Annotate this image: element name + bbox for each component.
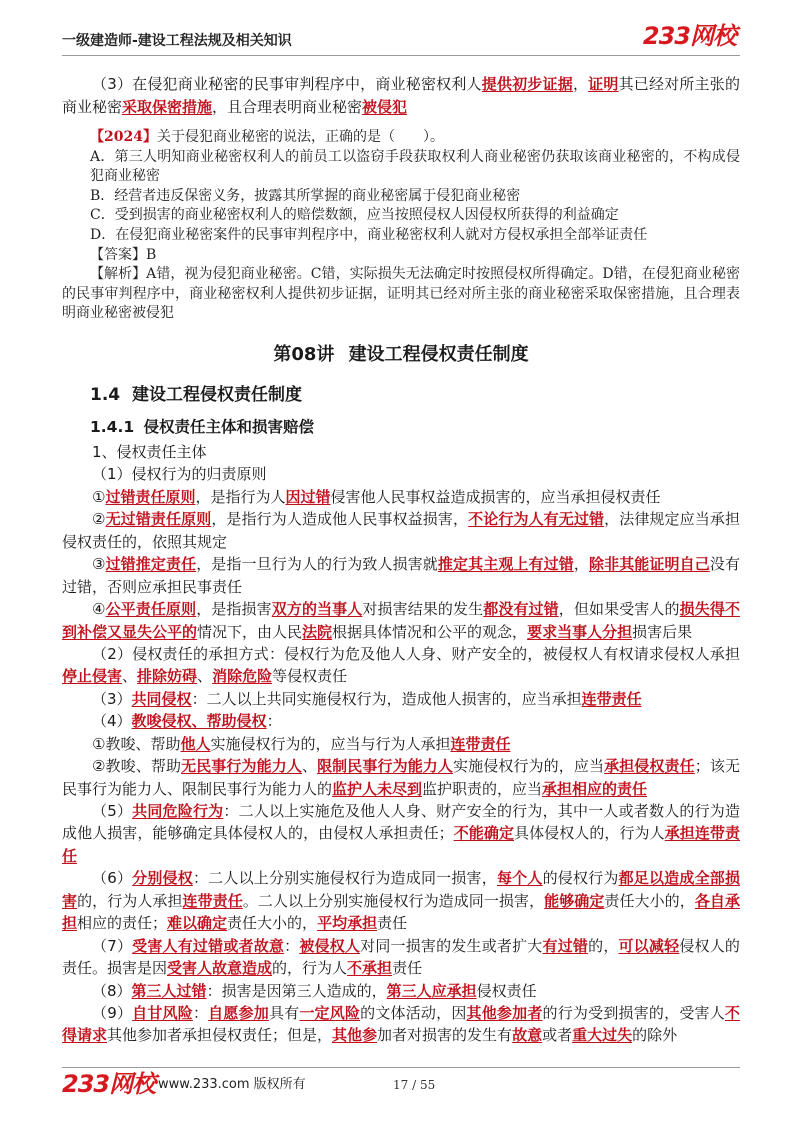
text-run: ②: [92, 510, 106, 529]
text-run: （6）: [92, 869, 133, 888]
highlighted-term: 不得请求: [62, 1003, 740, 1045]
item-tort-subject: [62, 441, 740, 463]
highlighted-term: 其他参加者: [466, 1003, 543, 1022]
option-a: A．第三人明知商业秘密权利人的前员工以盗窃手段获取权利人商业秘密仍获取该商业秘密的，不构成侵犯商业秘密: [90, 148, 740, 185]
text-run: 的行为受到损害的，受害人: [542, 1003, 725, 1022]
text-run: ：二人以上分别实施侵权行为造成同一损害，: [192, 869, 497, 888]
text-run: （9）: [92, 1003, 133, 1022]
text-run: 损害后果: [632, 622, 693, 641]
text-run: ，: [572, 75, 589, 93]
text-run: ：二人以上实施危及他人人身、财产安全的行为，其中一人或者数人的行为造成他人损害，能够确定具体侵权人的，由侵权人承担责任；: [62, 802, 740, 843]
text-run: 、: [197, 667, 213, 686]
text-run: ，且合理表明商业秘密: [212, 98, 363, 116]
highlighted-term: 监护人未尽到: [332, 779, 423, 798]
text-run: ，是指行为人: [195, 487, 286, 506]
option-c: C．受到损害的商业秘密权利人的赔偿数额，应当按照侵权人因侵权所获得的利益确定: [90, 207, 619, 224]
text-run: 关于侵犯商业秘密的说法，正确的是（ ）。: [156, 129, 444, 145]
highlighted-term: 消除危险: [212, 667, 273, 686]
highlighted-term: 第三人过错: [131, 981, 207, 1000]
highlighted-term: 可以减轻: [618, 936, 680, 955]
header-title: 一级建造师-建设工程法规及相关知识: [62, 33, 292, 49]
highlighted-term: 重大过失: [572, 1026, 633, 1045]
highlighted-term: 损失得不到补偿又显失公平的: [62, 600, 740, 641]
text-run: ④: [92, 600, 106, 619]
text-run: ，但如果受害人的: [558, 600, 680, 619]
text-run: ；该无民事行为能力人、限制民事行为能力人的: [62, 757, 740, 798]
text-run: ：损害是因第三人造成的，: [206, 981, 387, 1000]
highlighted-term: 法院: [302, 622, 333, 641]
highlighted-term: 限制民事行为能力人: [317, 757, 454, 776]
page-number: 17 / 55: [393, 1078, 436, 1092]
highlighted-term: 难以确定: [167, 914, 228, 933]
highlighted-term: 连带责任: [581, 689, 642, 708]
text-run: （8）: [92, 981, 132, 1000]
highlighted-term: 教唆侵权、帮助侵权: [131, 712, 267, 731]
highlighted-term: 受害人故意造成: [167, 959, 273, 978]
option-d: D．在侵犯商业秘密案件的民事审判程序中，商业秘密权利人就对方侵权承担全部举证责任: [90, 226, 648, 243]
text-run: 的除外: [632, 1026, 678, 1045]
text-run: 实施侵权行为的，应当与行为人承担: [210, 734, 451, 753]
highlighted-term: 过错责任原则: [105, 487, 196, 506]
option-b: B．经营者违反保密义务，披露其所掌握的商业秘密属于侵犯商业秘密: [90, 187, 521, 204]
highlighted-term: 自甘风险: [132, 1003, 193, 1022]
item-assumption-of-risk: [62, 1002, 740, 1047]
principle-no-fault-liability: [62, 508, 740, 553]
text-run: ，是指损害: [196, 600, 272, 619]
highlighted-term: 承担连带责任: [62, 824, 740, 865]
highlighted-term: 第三人应承担: [386, 981, 477, 1000]
highlighted-term: 每个人: [496, 869, 543, 888]
text-run: 的侵权行为: [542, 869, 619, 888]
copyright-text: www.233.com 版权所有: [158, 1077, 306, 1092]
highlighted-term: 停止侵害: [62, 667, 123, 686]
text-run: ：: [266, 712, 282, 731]
text-run: （2）侵权责任的承担方式：侵权行为危及他人人身、财产安全的，被侵权人有权请求侵权人承担: [92, 644, 740, 663]
text-run: 的，行为人: [272, 959, 348, 978]
text-run: 侵权人的责任。损害是因: [62, 936, 740, 978]
footer-divider: [62, 1067, 740, 1068]
highlighted-term: 受害人有过错或者故意: [132, 936, 285, 955]
highlighted-term: 提供初步证据: [481, 75, 573, 93]
sub-instigation-others: [62, 733, 740, 755]
text-run: 情况下，由人民: [197, 622, 303, 641]
highlighted-term: 有过错: [542, 936, 589, 955]
section-heading: 1.4 建设工程侵权责任制度: [90, 385, 303, 405]
text-run: 。二人以上分别实施侵权行为造成同一损害，: [242, 891, 545, 910]
item-victim-fault: [62, 935, 740, 980]
text-run: ①教唆、帮助: [92, 734, 181, 753]
text-run: （5）: [92, 802, 133, 820]
text-run: ①: [92, 487, 106, 506]
text-run: （7）: [92, 936, 133, 955]
highlighted-term: 各自承担: [62, 891, 740, 933]
body-content: [62, 441, 740, 1047]
highlighted-term: 被侵犯: [362, 98, 408, 116]
text-run: （3）: [92, 689, 132, 708]
text-run: 、: [301, 757, 318, 776]
highlighted-term: 都足以造成全部损害: [62, 869, 740, 910]
text-run: 侵权责任: [476, 981, 537, 1000]
text-run: 对同一损害的发生或者扩大: [360, 936, 543, 955]
text-run: 对损害结果的发生: [362, 600, 484, 619]
text-run: ③: [92, 555, 106, 574]
text-run: 侵害他人民事权益造成损害的，应当承担侵权责任: [330, 487, 661, 506]
text-run: 根据具体情况和公平的观念，: [332, 622, 528, 641]
item-joint-danger: [62, 800, 740, 867]
question-answer: 【答案】B: [90, 246, 157, 263]
question-analysis: 【解析】A错，视为侵犯商业秘密。C错，实际损失无法确定时按照侵权所得确定。D错，在侵犯商业秘密的民事审判程序中，商业秘密权利人提供初步证据，证明其已经对所主张的商业秘密采取保密措施，且合理表明商业秘密被侵犯: [62, 266, 740, 322]
text-run: ，是指一旦行为人的行为致人损害就: [196, 555, 438, 574]
highlighted-term: 不能确定: [453, 824, 515, 843]
footer-logo: 233网校: [62, 1070, 156, 1098]
highlighted-term: 他人: [180, 734, 211, 753]
highlighted-term: 自愿参加: [208, 1003, 269, 1022]
item-attribution-principles: [62, 463, 740, 485]
highlighted-term: 共同危险行为: [132, 802, 224, 820]
text-run: 等侵权责任: [272, 667, 348, 686]
highlighted-term: 不论行为人有无过错: [468, 510, 605, 529]
highlighted-term: 要求当事人分担: [527, 622, 633, 641]
highlighted-term: 连带责任: [450, 734, 511, 753]
highlighted-term: 公平责任原则: [105, 600, 197, 619]
text-run: ：二人以上共同实施侵权行为，造成他人损害的，应当承担: [191, 689, 582, 708]
text-run: 相应的责任；: [77, 914, 168, 933]
highlighted-term: 被侵权人: [299, 936, 361, 955]
text-run: 其他参加者承担侵权责任；但是，: [107, 1026, 333, 1045]
highlighted-term: 除非其能证明自己: [588, 555, 710, 574]
text-run: 的，: [588, 936, 619, 955]
intro-section: [62, 73, 740, 119]
header-divider: [62, 55, 740, 56]
text-run: （1）侵权行为的归责原则: [92, 465, 267, 484]
text-run: 1、侵权责任主体: [92, 443, 207, 461]
text-run: ，法律规定应当承担侵权责任的，依照其规定: [62, 510, 740, 551]
highlighted-term: 共同侵权: [131, 689, 192, 708]
highlighted-term: 无过错责任原则: [105, 510, 212, 529]
highlighted-term: 分别侵权: [132, 869, 193, 888]
item-third-party-fault: [62, 980, 740, 1002]
brand-logo: 233网校: [642, 22, 736, 50]
paragraph-trade-secret-proof: [62, 73, 740, 119]
text-run: ：: [284, 936, 300, 955]
exam-question: [62, 128, 740, 324]
text-run: ，: [573, 555, 589, 574]
highlighted-term: 双方的当事人: [271, 600, 363, 619]
text-run: （3）在侵犯商业秘密的民事审判程序中，商业秘密权利人: [92, 75, 482, 93]
highlighted-term: 连带责任: [182, 891, 243, 910]
principle-fault-liability: [62, 486, 740, 508]
highlighted-term: 能够确定: [544, 891, 605, 910]
text-run: 实施侵权行为的，应当: [453, 757, 605, 776]
highlighted-term: 一定风险: [299, 1003, 361, 1022]
text-run: 或者: [542, 1026, 573, 1045]
text-run: 责任大小的，: [227, 914, 318, 933]
text-run: 责任: [392, 959, 423, 978]
text-run: 的，行为人承担: [77, 891, 183, 910]
highlighted-term: 承担相应的责任: [542, 779, 648, 798]
text-run: 的文体活动，因: [360, 1003, 467, 1022]
text-run: 监护职责的，应当: [422, 779, 543, 798]
subsection-heading: 1.4.1 侵权责任主体和损害赔偿: [90, 418, 315, 436]
text-run: （4）: [92, 712, 132, 731]
highlighted-term: 其他参: [332, 1026, 378, 1045]
highlighted-term: 过错推定责任: [105, 555, 197, 574]
highlighted-term: 推定其主观上有过错: [437, 555, 574, 574]
question-stem: [62, 128, 740, 148]
text-run: ②教唆、帮助: [92, 757, 182, 776]
principle-presumed-fault: [62, 553, 740, 598]
text-run: 责任大小的，: [604, 891, 695, 910]
text-run: 、: [122, 667, 138, 686]
text-run: 具有: [268, 1003, 300, 1022]
text-run: 具体侵权人的，行为人: [514, 824, 665, 843]
highlighted-term: 都没有过错: [483, 600, 559, 619]
highlighted-term: 排除妨碍: [137, 667, 198, 686]
highlighted-term: 平均承担: [317, 914, 378, 933]
sub-instigation-incapacitated: [62, 755, 740, 800]
highlighted-term: 【2024】: [90, 129, 157, 145]
text-run: ，是指行为人造成他人民事权益损害，: [211, 510, 469, 529]
highlighted-term: 承担侵权责任: [604, 757, 695, 776]
highlighted-term: 因过错: [285, 487, 331, 506]
item-liability-methods: [62, 643, 740, 688]
text-run: 其已经对所主张的商业秘密: [62, 75, 740, 116]
principle-fairness-liability: [62, 598, 740, 643]
text-run: 责任: [377, 914, 408, 933]
text-run: 加者对损害的发生有: [377, 1026, 513, 1045]
highlighted-term: 无民事行为能力人: [181, 757, 302, 776]
item-separate-tort: [62, 867, 740, 934]
item-instigation-assistance: [62, 710, 740, 732]
text-run: ：: [192, 1003, 209, 1022]
highlighted-term: 故意: [512, 1026, 543, 1045]
highlighted-term: 不承担: [347, 959, 393, 978]
text-run: 没有过错，否则应承担民事责任: [62, 555, 740, 596]
lecture-title: 第08讲 建设工程侵权责任制度: [273, 344, 529, 365]
highlighted-term: 证明: [588, 75, 619, 93]
item-joint-tort: [62, 688, 740, 710]
highlighted-term: 采取保密措施: [122, 98, 213, 116]
